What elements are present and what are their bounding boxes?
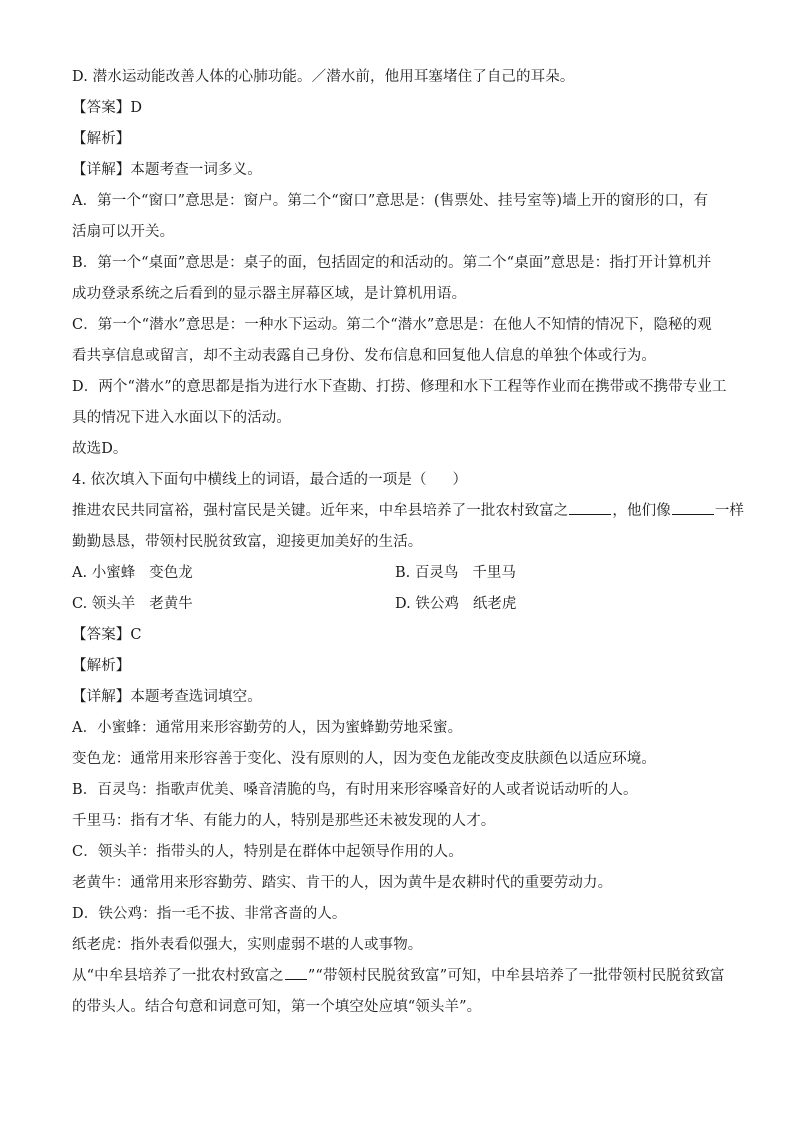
detail-intro: 【详解】本题考查选词填空。 — [72, 689, 262, 705]
question-4 — [72, 465, 745, 620]
question-sentence-line1: 推进农民共同富裕，强村富民是关键。近年来，中牟县培养了一批农村致富之 ，他们像 一样 — [72, 496, 722, 527]
detail-intro: 【详解】本题考查一词多义。 — [72, 162, 262, 178]
detail-b-lark: B．百灵鸟：指歌声优美、嗓音清脆的鸟，有时用来形容嗓音好的人或者说话动听的人。 — [72, 782, 638, 798]
explanation-question-4 — [72, 620, 725, 1023]
option-d-sentence: D. 潜水运动能改善人体的心肺功能。／潜水前，他用耳塞堵住了自己的耳朵。 — [72, 69, 575, 85]
answer-label: 【答案】C — [72, 627, 142, 643]
option-d: D. 铁公鸡 纸老虎 — [395, 596, 517, 612]
final-reasoning-line2: 的带头人。结合句意和词意可知，第一个填空处应填“领头羊”。 — [72, 999, 482, 1015]
question-stem: 4. 依次填入下面句中横线上的词语，最合适的一项是（ ） — [72, 472, 468, 488]
question-sentence-line2: 勤勤恳恳，带领村民脱贫致富，迎接更加美好的生活。 — [72, 534, 423, 550]
detail-c-ox: 老黄牛：通常用来形容勤劳、踏实、肯干的人，因为黄牛是农耕时代的重要劳动力。 — [72, 875, 613, 891]
detail-a-line2: 活扇可以开关。 — [72, 224, 175, 240]
option-c: C. 领头羊 老黄牛 — [72, 596, 193, 612]
detail-a-chameleon: 变色龙：通常用来形容善于变化、没有原则的人，因为变色龙能改变皮肤颜色以适应环境。 — [72, 751, 656, 767]
detail-b-line2: 成功登录系统之后看到的显示器主屏幕区域，是计算机用语。 — [72, 286, 467, 302]
detail-d-rooster: D．铁公鸡：指一毛不拔、非常吝啬的人。 — [72, 906, 347, 922]
detail-b-line1: B．第一个“桌面”意思是：桌子的面，包括固定的和活动的。第二个“桌面”意思是：指打开计算机并 — [72, 255, 712, 271]
option-b: B. 百灵鸟 千里马 — [395, 565, 516, 581]
document-page — [72, 62, 745, 1023]
detail-c-line2: 看共享信息或留言，却不主动表露自己身份、发布信息和回复他人信息的单独个体或行为。 — [72, 348, 656, 364]
explanation-previous-question — [72, 62, 727, 465]
detail-a-bee: A．小蜜蜂：通常用来形容勤劳的人，因为蜜蜂勤劳地采蜜。 — [72, 720, 463, 736]
fill-blank-1 — [569, 500, 611, 515]
option-a: A. 小蜜蜂 变色龙 — [72, 565, 193, 581]
detail-d-line1: D．两个“潜水”的意思都是指为进行水下查勘、打捞、修理和水下工程等作业而在携带或不携带专业工 — [72, 379, 727, 395]
fill-blank-2 — [672, 500, 714, 515]
detail-d-tiger: 纸老虎：指外表看似强大，实则虚弱不堪的人或事物。 — [72, 937, 423, 953]
detail-a-line1: A．第一个“窗口”意思是：窗户。第二个“窗口”意思是：(售票处、挂号室等)墙上开的窗形的口，有 — [72, 193, 709, 209]
detail-c-sheep: C．领头羊：指带头的人，特别是在群体中起领导作用的人。 — [72, 844, 463, 860]
detail-c-line1: C．第一个“潜水”意思是：一种水下运动。第二个“潜水”意思是：在他人不知情的情况下，隐秘的观 — [72, 317, 712, 333]
detail-d-line2: 具的情况下进入水面以下的活动。 — [72, 410, 291, 426]
options-row-1 — [72, 558, 722, 589]
analysis-label: 【解析】 — [72, 658, 131, 674]
analysis-label: 【解析】 — [72, 131, 131, 147]
options-row-2 — [72, 589, 722, 620]
answer-label: 【答案】D — [72, 100, 143, 116]
conclusion: 故选D。 — [72, 441, 128, 457]
final-reasoning-line1: 从“中牟县培养了一批农村致富之 ”“带领村民脱贫致富”可知，中牟县培养了一批带领村民脱贫致富 — [72, 961, 722, 992]
quoted-blank — [285, 965, 307, 980]
detail-b-horse: 千里马：指有才华、有能力的人，特别是那些还未被发现的人才。 — [72, 813, 496, 829]
